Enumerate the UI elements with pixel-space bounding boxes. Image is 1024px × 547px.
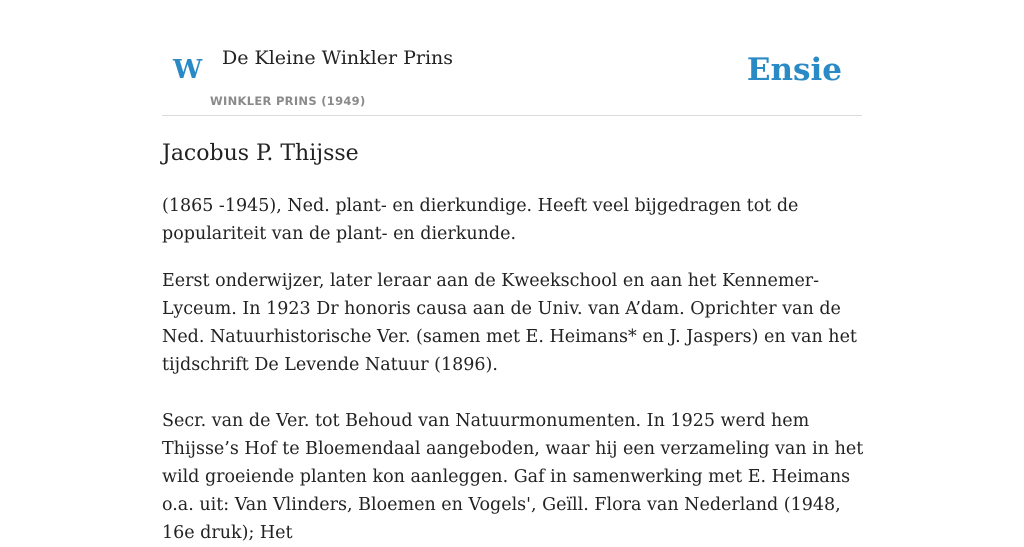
source-title[interactable]: De Kleine Winkler Prins xyxy=(222,47,454,69)
source-header xyxy=(162,40,862,116)
source-subtitle: WINKLER PRINS (1949) xyxy=(210,94,366,108)
article-body xyxy=(162,192,867,547)
article-paragraph: (1865 -1945), Ned. plant- en dierkundige. Heeft veel bijgedragen tot de popularitei​t van de plant- en dierkunde. xyxy=(162,196,799,244)
article-paragraph: Secr. van de Ver. tot Behoud van Natuurmonumenten. In 1925 werd hem Thijsse’s Hof te Bloemendaal aangeboden, waar hij een verzameling van in het wild groeiende planten kon aanleggen. Gaf in samenwerking met E. Heimans o.a. uit: Van Vlinders, Bloemen en Vogels', Geïll. Flora van Nederland (1948, 16e druk); Het xyxy=(162,411,864,543)
ensie-logo-link[interactable]: Ensie xyxy=(746,52,842,88)
winkler-prins-logo[interactable]: W xyxy=(173,55,203,85)
article-paragraph: Eerst onderwijzer, later leraar aan de Kweekschool en aan het Kennemer-Lyceum. In 1923 Dr honoris causa aan de Univ. van A’dam. Oprichter van de Ned. Natuurhistorische Ver. (samen met E. Heimans* en J. Jaspers) en van het tijdschrift De Levende Natuur (1896). xyxy=(162,271,857,375)
article-title: Jacobus P. Thijsse xyxy=(162,141,359,166)
